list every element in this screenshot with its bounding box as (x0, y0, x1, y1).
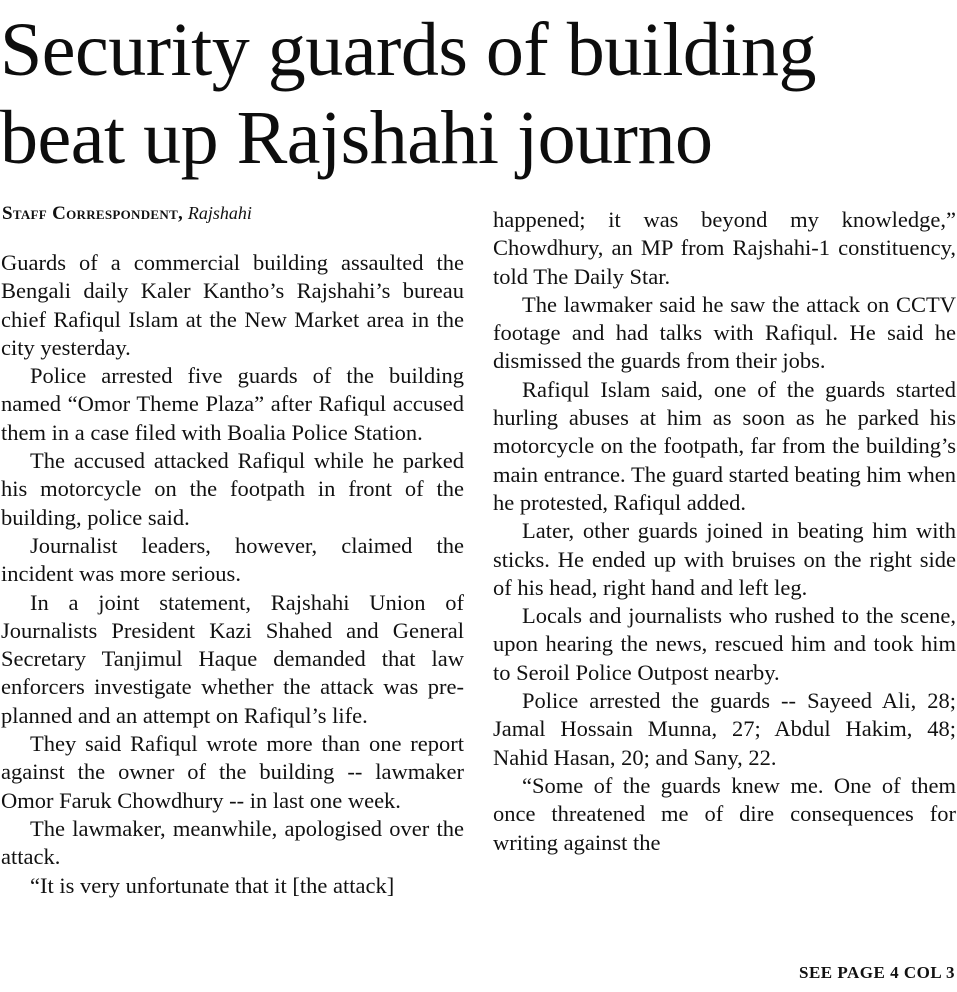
paragraph: They said Rafiqul wrote more than one report against the owner of the building -- lawmaker Omor Faruk Chowdhury -- in last one week. (1, 731, 464, 813)
paragraph: Journalist leaders, however, claimed the incident was more serious. (1, 532, 464, 587)
headline-line-2: beat up Rajshahi journo (0, 96, 713, 180)
paragraph: Rafiqul Islam said, one of the guards started hurling abuses at him as soon as he parked his motorcycle on the footpath, far from the building’s main entrance. The guard started beating him when he protested, Rafiqul added. (493, 376, 956, 515)
article-column-left (1, 249, 464, 900)
byline-author: Staff Correspondent, (2, 203, 184, 224)
paragraph: happened; it was beyond my knowledge,” Chowdhury, an MP from Rajshahi-1 constituency, told The Daily Star. (493, 207, 956, 289)
paragraph: Guards of a commercial building assaulted the Bengali daily Kaler Kantho’s Rajshahi’s bureau chief Rafiqul Islam at the New Market area in the city yesterday. (1, 250, 464, 360)
byline-location: Rajshahi (187, 203, 252, 223)
paragraph: Police arrested five guards of the building named “Omor Theme Plaza” after Rafiqul accused them in a case filed with Boalia Police Station. (1, 363, 464, 445)
paragraph: The lawmaker said he saw the attack on CCTV footage and had talks with Rafiqul. He said he dismissed the guards from their jobs. (493, 291, 956, 374)
article-column-right (493, 206, 956, 857)
paragraph: The accused attacked Rafiqul while he parked his motorcycle on the footpath in front of the building, police said. (1, 448, 464, 530)
paragraph: In a joint statement, Rajshahi Union of Journalists President Kazi Shahed and General Secretary Tanjimul Haque demanded that law enforcers investigate whether the attack was pre-planned and an attempt on Rafiqul’s life. (1, 589, 464, 728)
paragraph: “It is very unfortunate that it [the attack] (30, 872, 395, 898)
paragraph: The lawmaker, meanwhile, apologised over the attack. (1, 815, 464, 870)
paragraph: Locals and journalists who rushed to the scene, upon hearing the news, rescued him and took him to Seroil Police Outpost nearby. (493, 603, 956, 685)
paragraph: Later, other guards joined in beating him with sticks. He ended up with bruises on the right side of his head, right hand and left leg. (493, 518, 956, 600)
paragraph: Police arrested the guards -- Sayeed Ali, 28; Jamal Hossain Munna, 27; Abdul Hakim, 48; Nahid Hasan, 20; and Sany, 22. (493, 688, 956, 770)
headline (0, 6, 957, 182)
continuation-jump-line: SEE PAGE 4 COL 3 (799, 963, 955, 982)
headline-line-1: Security guards of building (0, 8, 817, 92)
byline (2, 200, 252, 227)
paragraph: “Some of the guards knew me. One of them once threatened me of dire consequences for writing against the (493, 772, 956, 855)
